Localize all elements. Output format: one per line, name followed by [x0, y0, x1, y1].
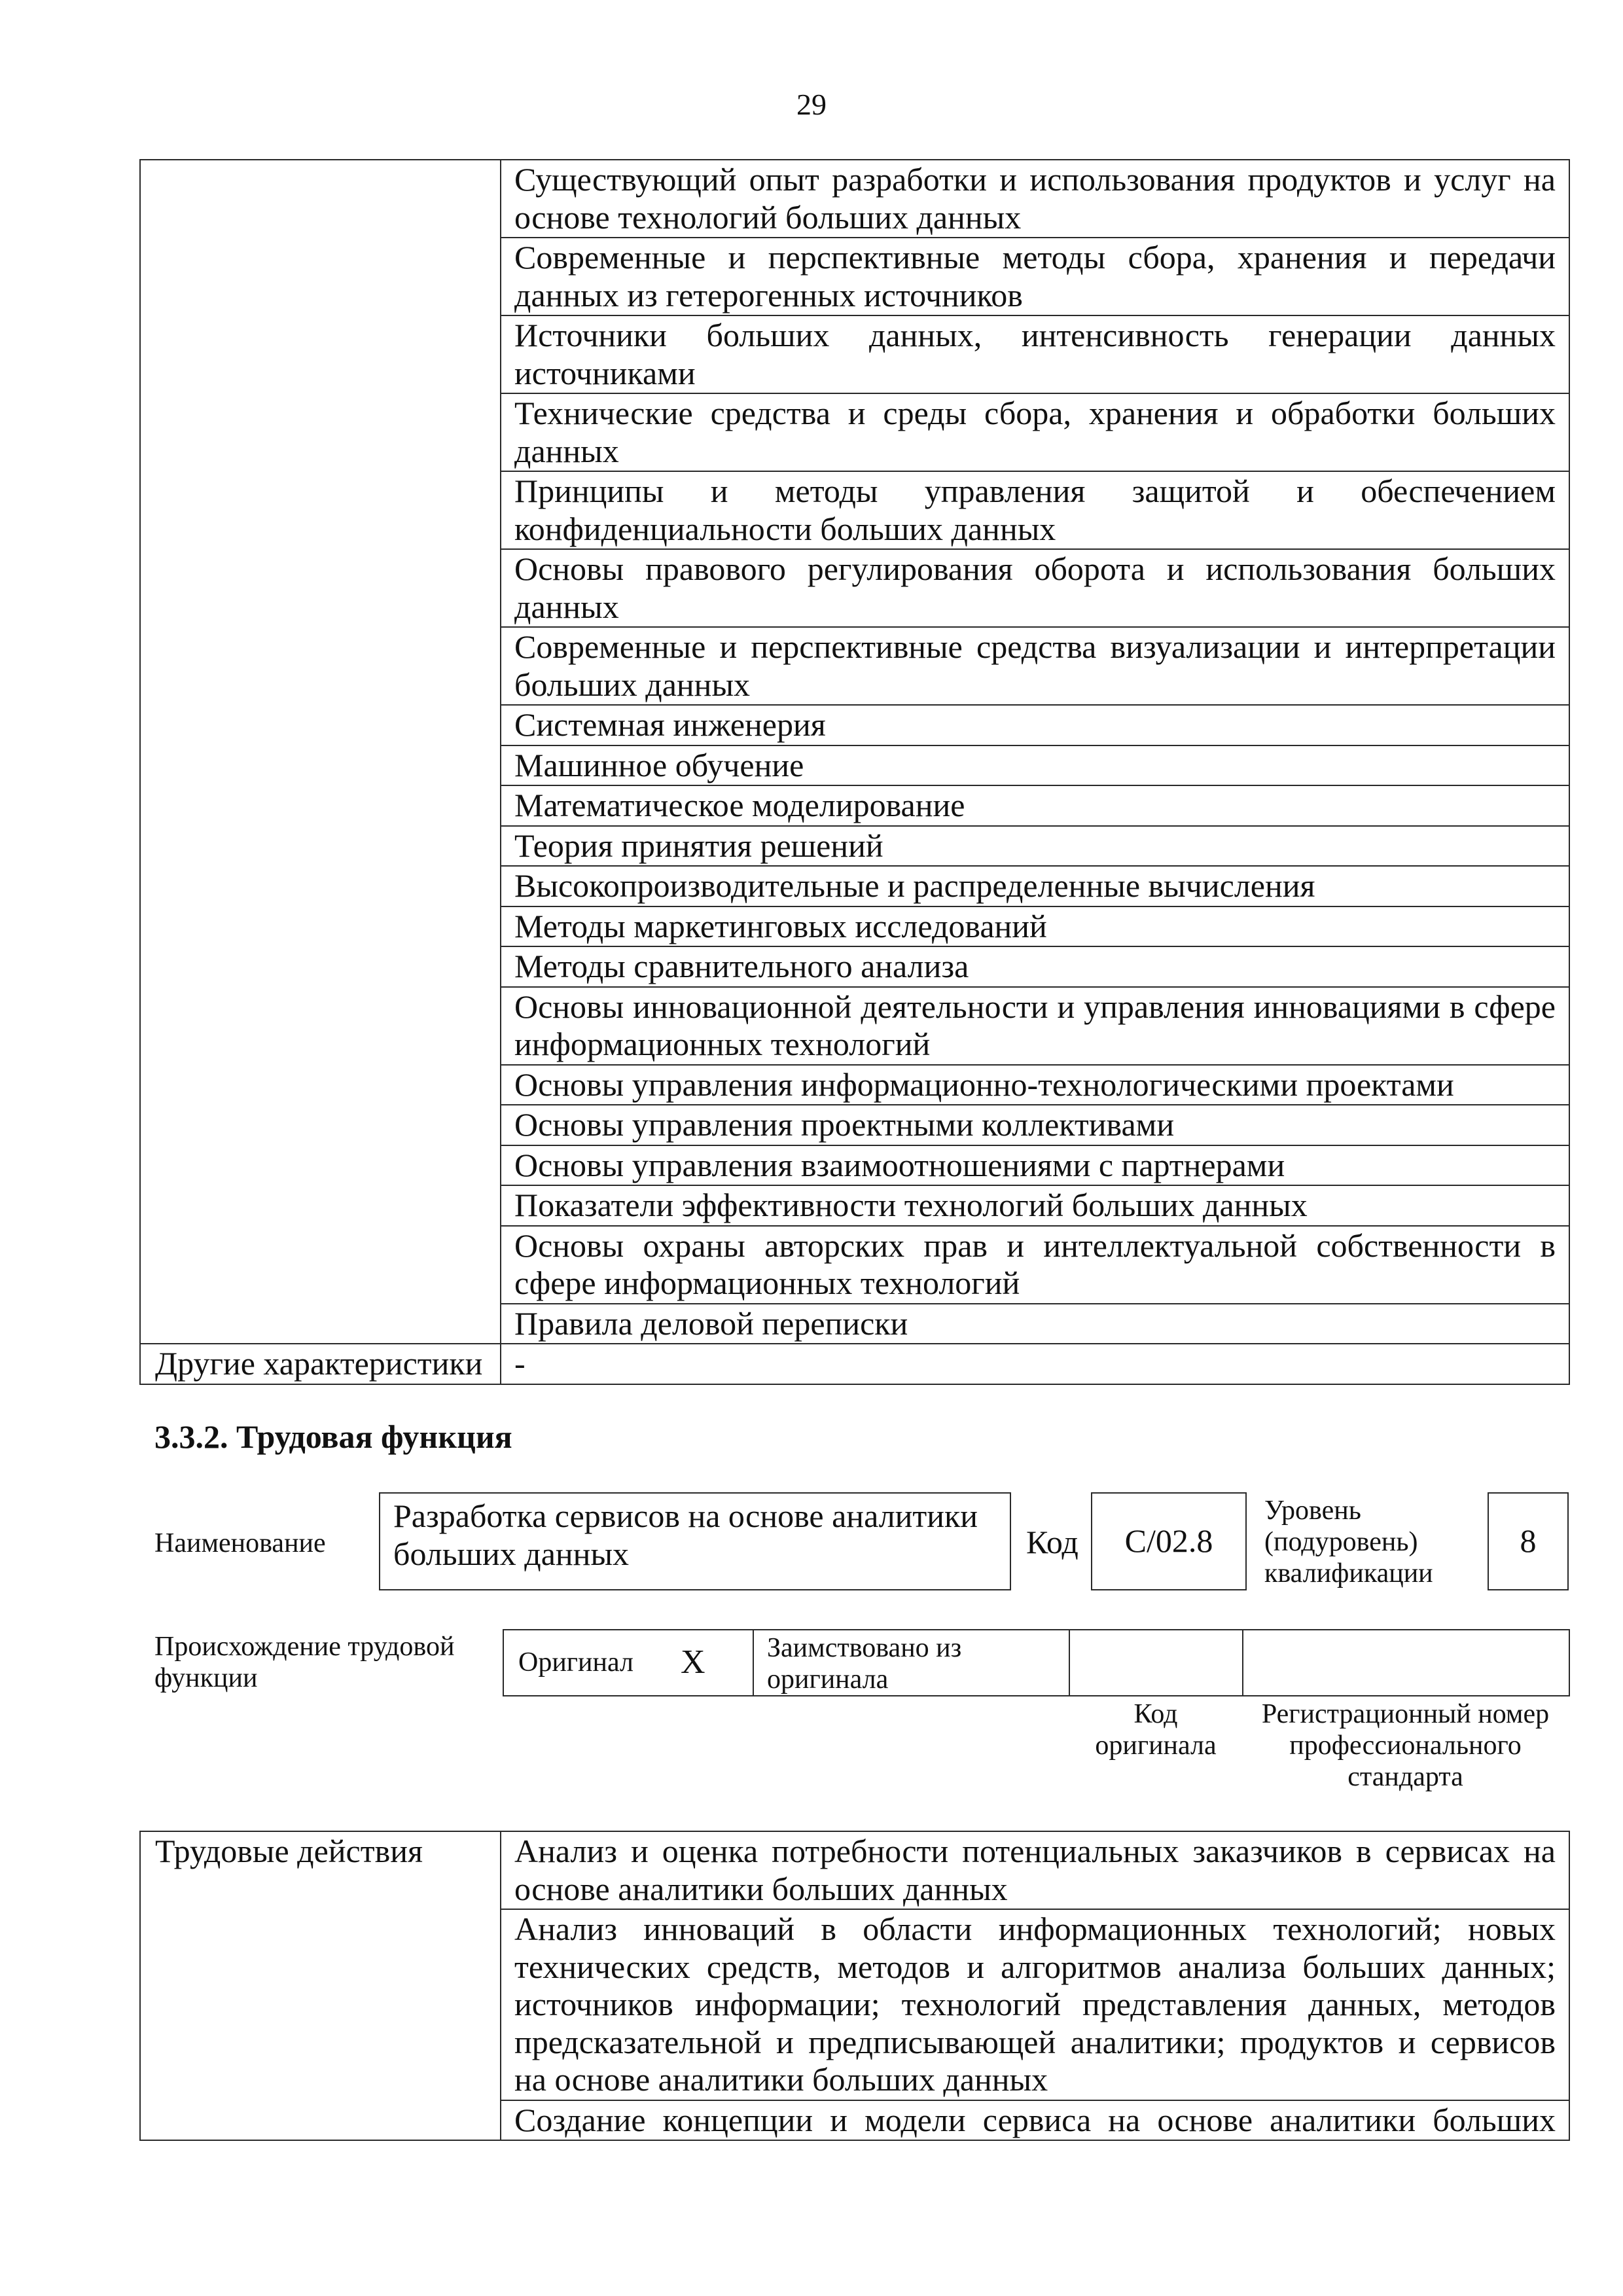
knowledge-item: Основы инновационной деятельности и управления инновациями в сфере информационных технологий: [501, 987, 1569, 1065]
knowledge-item: Теория принятия решений: [501, 826, 1569, 867]
knowledge-row: [140, 160, 1569, 238]
knowledge-item: Правила деловой переписки: [501, 1304, 1569, 1344]
origin-row: [503, 1630, 1569, 1696]
code-value: C/02.8: [1124, 1522, 1213, 1560]
knowledge-item: Высокопроизводительные и распределенные вычисления: [501, 866, 1569, 906]
original-cell: [503, 1630, 753, 1696]
code-label: Код: [1026, 1524, 1079, 1560]
actions-row: [140, 1831, 1569, 1909]
other-characteristics-label: Другие характеристики: [140, 1344, 501, 1384]
knowledge-item: Современные и перспективные методы сбора, хранения и передачи данных из гетерогенных источников: [501, 238, 1569, 315]
registration-caption: Регистрационный номер профессионального стандарта: [1261, 1699, 1550, 1792]
knowledge-item: Современные и перспективные средства визуализации и интерпретации больших данных: [501, 627, 1569, 705]
knowledge-item: Основы охраны авторских прав и интеллектуальной собственности в сфере информационных технологий: [501, 1226, 1569, 1304]
knowledge-item: Основы управления информационно-технологическими проектами: [501, 1065, 1569, 1105]
knowledge-item: Технические средства и среды сбора, хранения и обработки больших данных: [501, 393, 1569, 471]
other-characteristics-value: -: [501, 1344, 1569, 1384]
original-mark: X: [681, 1643, 705, 1681]
code-value-box: [1091, 1492, 1247, 1590]
registration-number-cell: [1243, 1630, 1569, 1696]
actions-label: Трудовые действия: [140, 1831, 501, 2140]
name-value: Разработка сервисов на основе аналитики больших данных: [393, 1498, 978, 1572]
borrowed-label: Заимствовано из оригинала: [767, 1633, 962, 1695]
other-characteristics-row: [140, 1344, 1569, 1384]
knowledge-item: Источники больших данных, интенсивность генерации данных источниками: [501, 315, 1569, 393]
name-label: Наименование: [154, 1528, 326, 1558]
action-item: Создание концепции и модели сервиса на основе аналитики больших: [501, 2100, 1569, 2141]
knowledge-item: Математическое моделирование: [501, 785, 1569, 826]
actions-table: [139, 1831, 1570, 2141]
knowledge-item: Машинное обучение: [501, 745, 1569, 786]
name-value-box: [379, 1492, 1011, 1590]
action-item: Анализ инноваций в области информационных технологий; новых технических средств, методов и алгоритмов анализа больших данных; источников информации; технологий представления данных, методов предсказательной и предписывающей аналитики; продуктов и сервисов на основе аналитики больших данных: [501, 1909, 1569, 2100]
knowledge-item: Основы управления проектными коллективами: [501, 1105, 1569, 1145]
level-value-box: [1488, 1492, 1569, 1590]
original-cell-content: [504, 1630, 753, 1694]
knowledge-item: Основы управления взаимоотношениями с партнерами: [501, 1145, 1569, 1186]
code-caption: Код оригинала: [1095, 1699, 1217, 1761]
knowledge-item: Методы маркетинговых исследований: [501, 906, 1569, 947]
origin-table: [503, 1629, 1570, 1696]
actions-table-body: [140, 1831, 1569, 2140]
action-item: Анализ и оценка потребности потенциальных заказчиков в сервисах на основе аналитики больших данных: [501, 1831, 1569, 1909]
knowledge-table: [139, 159, 1570, 1385]
knowledge-item: Системная инженерия: [501, 705, 1569, 745]
knowledge-item: Показатели эффективности технологий больших данных: [501, 1185, 1569, 1226]
knowledge-item: Существующий опыт разработки и использования продуктов и услуг на основе технологий больших данных: [501, 160, 1569, 238]
knowledge-item: Принципы и методы управления защитой и обеспечением конфиденциальности больших данных: [501, 471, 1569, 549]
knowledge-table-body: [140, 160, 1569, 1384]
level-value: 8: [1520, 1522, 1537, 1560]
origin-label: Происхождение трудовой функции: [154, 1632, 455, 1693]
section-heading: 3.3.2. Трудовая функция: [154, 1418, 512, 1455]
page-number: 29: [796, 88, 827, 121]
knowledge-left-cell: [140, 160, 501, 1344]
knowledge-item: Основы правового регулирования оборота и использования больших данных: [501, 549, 1569, 627]
original-code-cell: [1069, 1630, 1243, 1696]
borrowed-cell: [753, 1630, 1069, 1696]
knowledge-item: Методы сравнительного анализа: [501, 946, 1569, 987]
level-label: Уровень (подуровень) квалификации: [1264, 1496, 1433, 1588]
original-label: Оригинал: [518, 1647, 633, 1677]
